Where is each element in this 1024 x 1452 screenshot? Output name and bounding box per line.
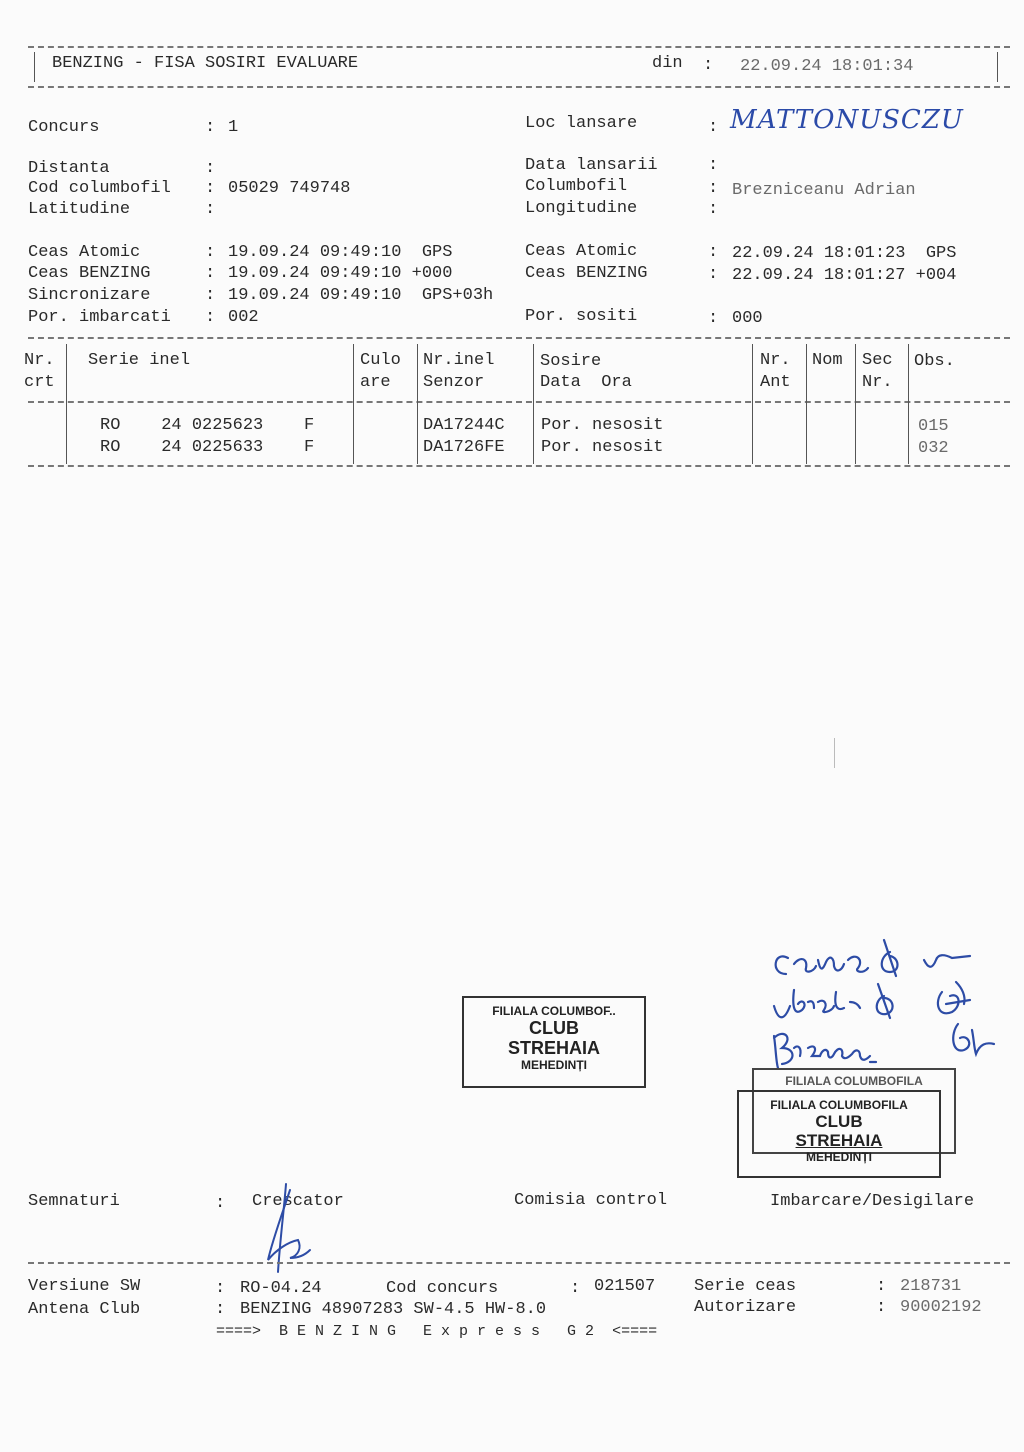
stamp-line: CLUB (529, 1018, 579, 1038)
col-header-nr-inel: Nr.inel (423, 351, 495, 370)
por-sositi-label: Por. sositi (525, 307, 638, 326)
columbofil-value: Brezniceanu Adrian (732, 181, 916, 200)
ceas-atomic-end-value: 22.09.24 18:01:23 GPS (732, 244, 957, 263)
data-lansarii-label: Data lansarii (525, 156, 658, 175)
semnaturi-label: Semnaturi (28, 1192, 120, 1211)
concurs-label: Concurs (28, 118, 100, 137)
autorizare-value: 90002192 (900, 1298, 982, 1317)
antena-club-value: BENZING 48907283 SW-4.5 HW-8.0 (240, 1300, 547, 1319)
col-header-nr-crt-2: crt (24, 373, 55, 392)
crescator-label: Crescator (252, 1192, 344, 1211)
ceas-atomic-start-label: Ceas Atomic (28, 243, 141, 262)
loc-lansare-handwritten: MATTONUSCZU (730, 105, 964, 135)
stamp-line: STREHAIA (507, 1038, 600, 1058)
col-header-nr-crt: Nr. (24, 351, 55, 370)
concurs-value: 1 (228, 118, 239, 137)
row-obs: 015 (918, 417, 949, 436)
latitudine-label: Latitudine (28, 200, 131, 219)
cod-columbofil-value: 05029 749748 (228, 179, 351, 198)
ceas-atomic-start-value: 19.09.24 09:49:10 GPS (228, 243, 453, 262)
longitudine-label: Longitudine (525, 199, 638, 218)
row-senzor: DA1726FE (423, 438, 505, 457)
col-header-culoare: Culo (360, 351, 401, 370)
col-header-sec-nr: Nr. (862, 373, 893, 392)
row-sosire: Por. nesosit (541, 416, 664, 435)
row-serie-inel: RO 24 0225623 F (100, 416, 315, 435)
versiune-sw-value: RO-04.24 (240, 1279, 322, 1298)
por-imbarcati-value: 002 (228, 308, 259, 327)
col-header-nr-ant: Nr. (760, 351, 791, 370)
serie-ceas-label: Serie ceas (694, 1277, 797, 1296)
benzing-express-banner: ====> B E N Z I N G E x p r e s s G 2 <==== (216, 1323, 658, 1340)
crescator-signature (250, 1180, 340, 1280)
stamp-line: MEHEDINȚI (521, 1058, 587, 1072)
col-header-nr-ant-2: Ant (760, 373, 791, 392)
club-stamp-right (737, 1090, 941, 1178)
columbofil-label: Columbofil (525, 177, 628, 196)
cod-concurs-label: Cod concurs (386, 1279, 499, 1298)
col-header-sosire: Sosire (540, 352, 602, 371)
club-stamp-left (462, 996, 646, 1088)
stamp-line: STREHAIA (795, 1131, 883, 1150)
por-imbarcati-label: Por. imbarcati (28, 308, 171, 327)
sincronizare-value: 19.09.24 09:49:10 GPS+03h (228, 286, 494, 305)
ceas-benzing-end-label: Ceas BENZING (525, 264, 648, 283)
col-header-culoare-2: are (360, 373, 391, 392)
ceas-benzing-start-value: 19.09.24 09:49:10 +000 (228, 264, 453, 283)
ceas-benzing-end-value: 22.09.24 18:01:27 +004 (732, 266, 957, 285)
stamp-line: FILIALA COLUMBOFILA (770, 1098, 908, 1112)
comisia-control-label: Comisia control (514, 1191, 668, 1210)
versiune-sw-label: Versiune SW (28, 1277, 141, 1296)
scan-mark (834, 738, 835, 768)
row-senzor: DA17244C (423, 416, 505, 435)
sincronizare-label: Sincronizare (28, 286, 151, 305)
report-timestamp: 22.09.24 18:01:34 (740, 57, 914, 76)
row-obs: 032 (918, 439, 949, 458)
serie-ceas-value: 218731 (900, 1277, 962, 1296)
row-serie-inel: RO 24 0225633 F (100, 438, 315, 457)
col-header-obs: Obs. (914, 352, 955, 371)
ceas-atomic-end-label: Ceas Atomic (525, 242, 638, 261)
stamp-line: FILIALA COLUMBOF.. (492, 1004, 616, 1018)
antena-club-label: Antena Club (28, 1300, 141, 1319)
col-header-senzor: Senzor (423, 373, 485, 392)
col-header-data-ora: Data Ora (540, 373, 632, 392)
col-header-sec: Sec (862, 351, 893, 370)
din-label: din (652, 54, 683, 73)
col-header-serie-inel: Serie inel (88, 351, 191, 370)
row-sosire: Por. nesosit (541, 438, 664, 457)
por-sositi-value: 000 (732, 309, 763, 328)
stamp-line: FILIALA COLUMBOFILA (785, 1074, 923, 1088)
stamp-line: MEHEDINȚI (806, 1150, 872, 1164)
commission-signatures (760, 930, 1020, 1080)
cod-columbofil-label: Cod columbofil (28, 179, 171, 198)
autorizare-label: Autorizare (694, 1298, 797, 1317)
ceas-benzing-start-label: Ceas BENZING (28, 264, 151, 283)
distanta-label: Distanta (28, 159, 110, 178)
document-title: BENZING - FISA SOSIRI EVALUARE (52, 54, 359, 73)
imbarcare-desigilare-label: Imbarcare/Desigilare (770, 1192, 975, 1211)
cod-concurs-value: 021507 (594, 1277, 656, 1296)
stamp-line: CLUB (815, 1112, 863, 1131)
col-header-nom: Nom (812, 351, 843, 370)
loc-lansare-label: Loc lansare (525, 114, 638, 133)
